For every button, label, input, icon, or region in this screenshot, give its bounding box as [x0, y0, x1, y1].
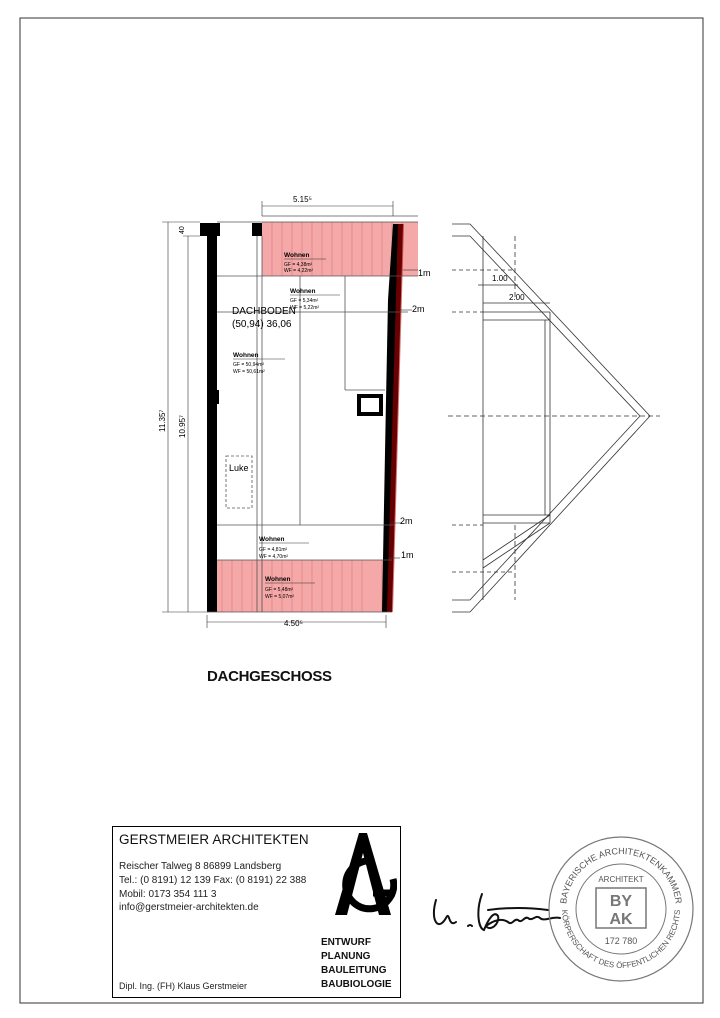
area-label-name: Wohnen	[259, 536, 285, 543]
engineer-name: Dipl. Ing. (FH) Klaus Gerstmeier	[119, 981, 248, 991]
roof-section	[448, 224, 660, 612]
height-mark: 2m	[412, 304, 425, 314]
wall-notch	[213, 390, 219, 404]
service-item: BAUBIOLOGIE	[321, 979, 392, 990]
section-dim: 2.00	[509, 293, 525, 302]
stamp-emblem	[596, 888, 646, 928]
area-label-name: Wohnen	[284, 252, 310, 259]
floor-plan	[158, 195, 431, 628]
dim-bottom: 4.50⁵	[284, 619, 303, 628]
room-name: DACHBODEN	[232, 306, 296, 317]
mobile: Mobil: 0173 354 111 3	[119, 889, 217, 900]
luke-label: Luke	[229, 463, 249, 473]
area-label-gf: GF = 5,34m²	[290, 298, 319, 304]
height-mark: 1m	[418, 268, 431, 278]
area-label-name: Wohnen	[233, 352, 259, 359]
wall-top-mid	[252, 223, 262, 236]
dim-left-inner: 10.95⁷	[178, 415, 187, 438]
stamp-ring-top: BAYERISCHE ARCHITEKTENKAMMER	[558, 845, 684, 905]
service-item: ENTWURF	[321, 937, 371, 948]
area-label-wf: WF = 5,22m²	[290, 305, 320, 311]
wall-left	[207, 224, 217, 612]
area-label-name: Wohnen	[265, 576, 291, 583]
area-label-wf: WF = 5,07m²	[265, 594, 295, 600]
firm-name: GERSTMEIER ARCHITEKTEN	[119, 832, 309, 847]
height-mark: 1m	[401, 550, 414, 560]
service-item: BAULEITUNG	[321, 965, 387, 976]
chimney	[359, 396, 381, 414]
phone: Tel.: (0 8191) 12 139 Fax: (0 8191) 22 388	[119, 875, 307, 886]
firm-logo	[333, 831, 397, 917]
stamp-ring-bottom: KÖRPERSCHAFT DES ÖFFENTLICHEN RECHTS	[559, 909, 683, 971]
area-label-wf: WF = 4,70m²	[259, 554, 289, 560]
svg-text:AK: AK	[609, 911, 633, 928]
height-mark: 2m	[400, 516, 413, 526]
svg-text:BY: BY	[609, 893, 633, 910]
area-label-name: Wohnen	[290, 288, 316, 295]
area-label-gf: GF = 5,48m²	[265, 587, 294, 593]
architect-stamp	[546, 834, 696, 984]
drawing-title: DACHGESCHOSS	[207, 668, 332, 685]
area-label-wf: WF = 50,61m²	[233, 369, 265, 375]
area-label-gf: GF = 4,38m²	[284, 262, 313, 268]
stamp-number: 172 780	[604, 936, 638, 946]
area-label-gf: GF = 4,81m²	[259, 547, 288, 553]
address: Reischer Talweg 8 86899 Landsberg	[119, 861, 282, 872]
section-dim: 1.00	[492, 274, 508, 283]
room-area: (50,94) 36,06	[232, 319, 292, 330]
area-label-gf: GF = 50,94m²	[233, 362, 264, 368]
stamp-role: ARCHITEKT	[598, 875, 644, 884]
dim-left-outer: 11.35⁷	[158, 409, 167, 432]
area-label-wf: WF = 4,22m²	[284, 268, 314, 274]
dim-left-small: 40	[179, 226, 186, 234]
service-item: PLANUNG	[321, 951, 371, 962]
title-block	[112, 826, 401, 998]
dim-top: 5.15⁵	[293, 195, 312, 204]
email: info@gerstmeier-architekten.de	[119, 902, 259, 913]
wall-top-left	[200, 223, 220, 236]
